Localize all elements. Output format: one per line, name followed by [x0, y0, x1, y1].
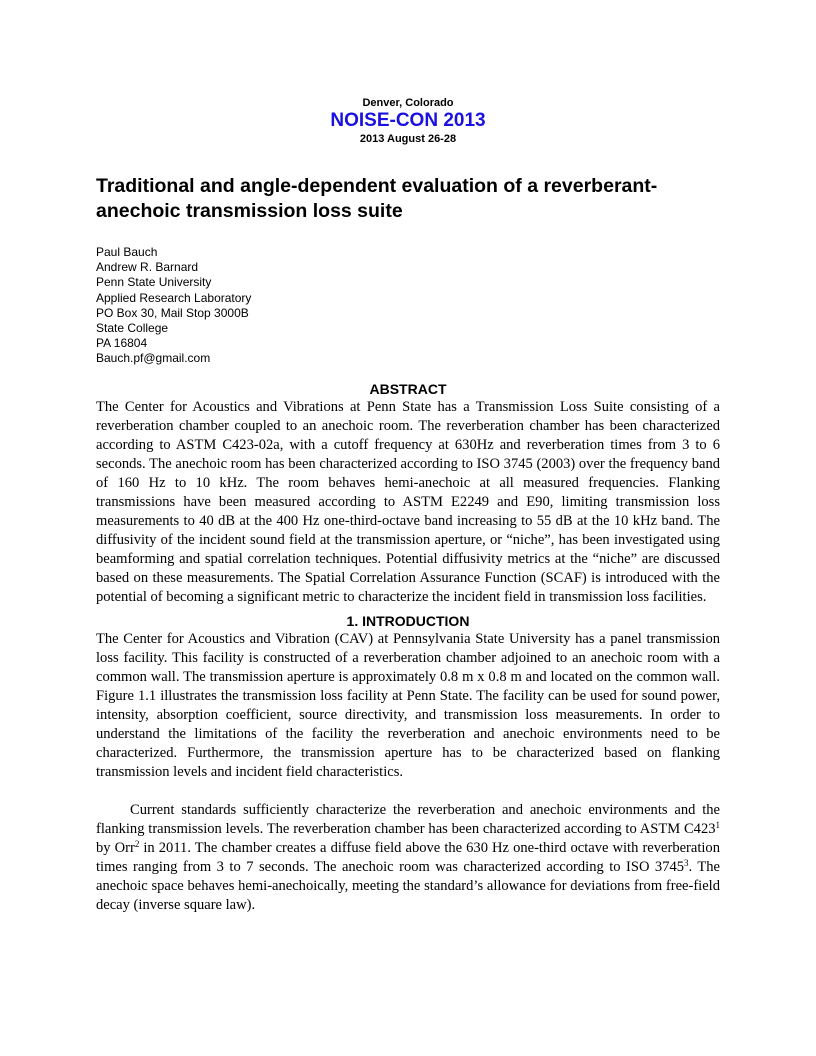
page-content [96, 96, 720, 915]
paragraph-text: . The anechoic space behaves hemi-anechoically, meeting the standard’s allowance for deviations from free-field decay (inverse square law). [96, 858, 720, 913]
author-affiliation: Penn State University [96, 275, 212, 290]
introduction-paragraph-1: The Center for Acoustics and Vibration (CAV) at Pennsylvania State University has a panel transmission loss facility. This facility is constructed of a reverberation chamber adjoined to an anechoic room with a common wall. The transmission aperture is approximately 0.8 m x 0.8 m and located on the common wall. Figure 1.1 illustrates the transmission loss facility at Penn State. The facility can be used for sound power, intensity, absorption coefficient, source directivity, and transmission loss measurements. In order to understand the limitations of the facility the reverberation and anechoic environments need to be characterized. Furthermore, the transmission aperture has to be characterized based on flanking transmission levels and incident field characteristics. [96, 630, 720, 780]
conference-header [96, 96, 720, 146]
citation-ref: 2 [134, 838, 140, 849]
author-name: Andrew R. Barnard [96, 260, 199, 275]
author-address: PA 16804 [96, 336, 148, 351]
conference-location: Denver, Colorado [362, 97, 454, 109]
citation-ref: 3 [684, 857, 689, 868]
conference-name: NOISE-CON 2013 [330, 110, 486, 131]
abstract-text: The Center for Acoustics and Vibrations at Penn State has a Transmission Loss Suite consisting of a reverberation chamber coupled to an anechoic room. The reverberation chamber has been characterized according to ASTM C423-02a, with a cutoff frequency at 630Hz and reverberation times from 3 to 6 seconds. The anechoic room has been characterized according to ISO 3745 (2003) over the frequency band of 160 Hz to 10 kHz. The room behaves hemi-anechoic at all measured frequencies. Flanking transmissions have been measured according to ASTM E2249 and E90, limiting transmission loss measurements to 40 dB at the 400 Hz one-third-octave band increasing to 55 dB at the 10 kHz band. The diffusivity of the incident sound field at the transmission aperture, or “niche”, has been investigated using beamforming and spatial correlation techniques. Potential diffusivity metrics at the “niche” are discussed based on these measurements. The Spatial Correlation Assurance Function (SCAF) is introduced with the potential of becoming a significant metric to characterize the incident field in transmission loss facilities. [96, 398, 720, 605]
author-block [96, 245, 720, 367]
author-address: State College [96, 321, 169, 336]
conference-dates: 2013 August 26-28 [359, 133, 457, 145]
author-address: PO Box 30, Mail Stop 3000B [96, 305, 249, 320]
author-name: Paul Bauch [96, 245, 158, 259]
citation-ref: 1 [715, 819, 720, 830]
introduction-paragraph-2 [96, 801, 720, 915]
paper-title: Traditional and angle-dependent evaluation of a reverberant-anechoic transmission loss suite [96, 175, 658, 222]
paragraph-text: by Orr [96, 839, 135, 856]
author-affiliation: Applied Research Laboratory [96, 290, 252, 305]
introduction-heading: 1. INTRODUCTION [346, 612, 470, 629]
paragraph-text: in 2011. The chamber creates a diffuse field above the 630 Hz one-third octave with reverberation times ranging from 3 to 7 seconds. The anechoic room was characterized according to ISO 3745 [96, 839, 720, 875]
paragraph-text: Current standards sufficiently characterize the reverberation and anechoic environments and the flanking transmission levels. The reverberation chamber has been characterized according to ASTM C423 [96, 801, 720, 837]
author-email: Bauch.pf@gmail.com [96, 351, 211, 366]
abstract-heading: ABSTRACT [369, 380, 447, 397]
